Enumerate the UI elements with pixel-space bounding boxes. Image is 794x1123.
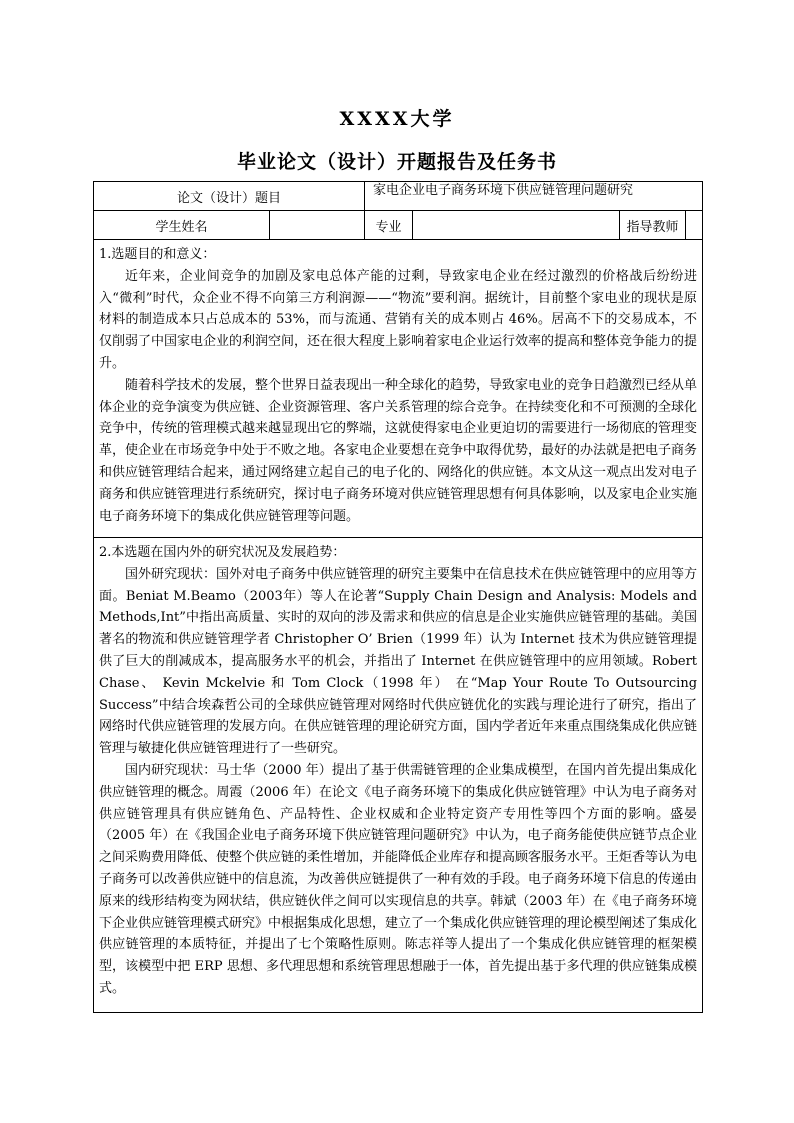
section-purpose-paragraph: 近年来，企业间竞争的加剧及家电总体产能的过剩，导致家电企业在经过激烈的价格战后纷纷进入“微利”时代，众企业不得不向第三方利润源——“物流”要利润。据统计，目前整个家电业的现状是原材料的制造成本只占总成本的 53%，而与流通、营销有关的成本则占 46%。居高不下的交易成本，不仅削弱了中国家电企业的利润空间，还在很大程度上影响着家电企业运行效率的提高和整体竞争能力的提升。 [99,268,698,371]
section-research-heading: 2.本选题在国内外的研究状况及发展趋势： [99,545,346,560]
section-research-paragraph: 国外研究现状：国外对电子商务中供应链管理的研究主要集中在信息技术在供应链管理中的应用等方面。Beniat M.Beamo（2003年）等人在论著“Supply Chain Design and Analysis: Models and Methods,Int”中指出高质量、实时的双向的涉及需求和供应的信息是企业实施供应链管理的基础。美国著名的物流和供应链管理学者 Christopher O’ Brien（1999 年）认为 Internet 技术为供应链管理提供了巨大的削减成本，提高服务水平的机会，并指出了 Internet 在供应链管理中的应用领域。Robert Chase、 Kevin Mckelvie 和 Tom Clock（1998 年） 在“Map Your Route To Outsourcing Success”中结合埃森哲公司的全球供应链管理对网络时代供应链优化的实践与理论进行了研究，指出了网络时代供应链管理的发展方向。在供应链管理的理论研究方面，国内学者近年来重点围绕集成化供应链管理与敏捷化供应链管理进行了一些研究。 [99,566,698,757]
topic-row [94,182,703,211]
topic-label: 论文（设计）题目 [94,182,365,211]
student-name-label [94,211,270,240]
section-purpose-paragraph: 随着科学技术的发展，整个世界日益表现出一种全球化的趋势，导致家电业的竞争日趋激烈已经从单体企业的竞争演变为供应链、企业资源管理、客户关系管理的综合竞争。在持续变化和不可预测的全球化竞争中，传统的管理模式越来越显现出它的弊端，这就使得家电企业更迫切的需要进行一场彻底的管理变革，使企业在市场竞争中处于不败之地。各家电企业要想在竞争中取得优势，最好的办法就是把电子商务和供应链管理结合起来，通过网络建立起自己的电子化的、网络化的供应链。本文从这一观点出发对电子商务和供应链管理进行系统研究，探讨电子商务环境对供应链管理思想有何具体影响，以及家电企业实施电子商务环境下的集成化供应链管理等问题。 [99,377,698,524]
major-value[interactable] [413,211,620,240]
info-row [94,211,703,240]
major-label: 专业 [365,211,413,240]
student-name-label-text: 学生姓名 [155,219,208,235]
student-name-value[interactable] [270,211,365,240]
section-research [94,538,703,1013]
advisor-value[interactable] [686,211,703,240]
topic-value: 家电企业电子商务环境下供应链管理问题研究 [365,182,703,211]
section-research-paragraph: 国内研究现状：马士华（2000 年）提出了基于供需链管理的企业集成模型，在国内首先提出集成化供应链管理的概念。周霞（2006 年）在论文《电子商务环境下的集成化供应链管理》中认为电子商务对供应链管理具有供应链角色、产品特性、企业权威和企业特定资产专用性等四个方面的影响。盛晏（2005 年）在《我国企业电子商务环境下供应链管理问题研究》中认为，电子商务能使供应链节点企业之间采购费用降低、使整个供应链的柔性增加，并能降低企业库存和提高顾客服务水平。王炬香等认为电子商务可以改善供应链中的信息流，为改善供应链提供了一种有效的手段。电子商务环境下信息的传递由原来的线形结构变为网状结，供应链伙伴之间可以实现信息的共享。韩斌（2003 年）在《电子商务环境下企业供应链管理模式研究》中根据集成化思想，建立了一个集成化供应链管理的理论模型阐述了集成化供应链管理的本质特征，并提出了七个策略性原则。陈志祥等人提出了一个集成化供应链管理的框架模型，该模型中把 ERP 思想、多代理思想和系统管理思想融于一体，首先提出基于多代理的供应链集成模式。 [99,762,698,996]
proposal-form-table [93,181,703,1013]
section-research-row [94,538,703,1013]
advisor-label: 指导教师 [620,211,686,240]
section-purpose [94,240,703,538]
university-name: XXXX大学 [339,108,455,130]
section-purpose-heading: 1.选题目的和意义： [99,247,216,262]
document-title: 毕业论文（设计）开题报告及任务书 [236,151,557,173]
section-purpose-row [94,240,703,538]
